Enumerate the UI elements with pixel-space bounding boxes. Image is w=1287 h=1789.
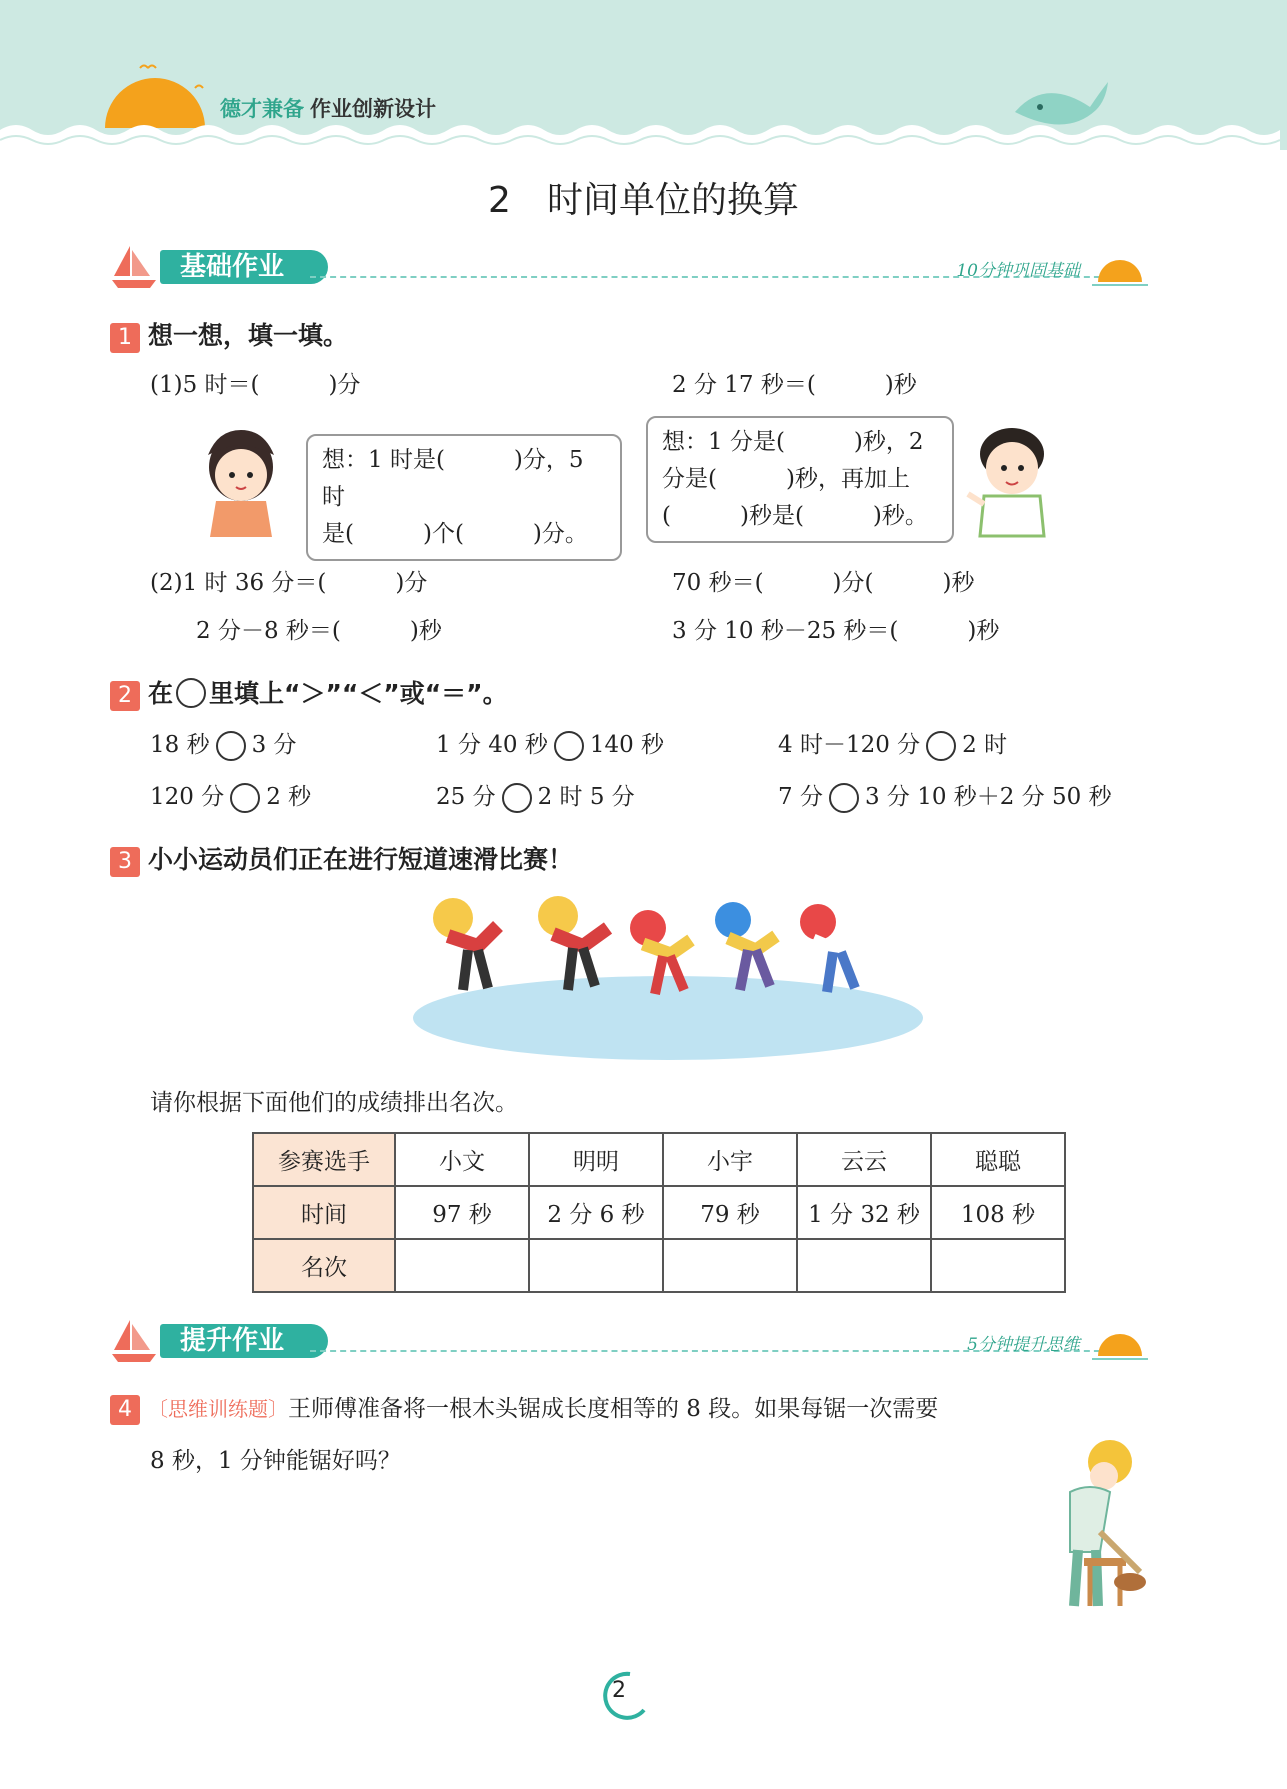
question-number: 2 <box>110 681 140 711</box>
table-row <box>253 1133 1065 1186</box>
sun-icon <box>1090 1326 1150 1362</box>
table-row-header: 名次 <box>253 1239 395 1292</box>
table-cell: 2 分 6 秒 <box>529 1186 663 1239</box>
compare-item: 120 分 2 秒 <box>150 778 311 813</box>
question-tag: 〔思维训练题〕 <box>148 1397 288 1421</box>
rank-input-cell[interactable] <box>797 1239 931 1292</box>
table-cell: 79 秒 <box>663 1186 797 1239</box>
bubble-line: 想：1 时是( )分，5 时 <box>322 447 584 510</box>
table-row <box>253 1186 1065 1239</box>
question-title: 想一想，填一填。 <box>148 321 349 350</box>
table-row-header: 参赛选手 <box>253 1133 395 1186</box>
skaters-illustration <box>408 888 928 1068</box>
table-cell: 聪聪 <box>931 1133 1065 1186</box>
compare-item: 7 分 3 分 10 秒＋2 分 50 秒 <box>778 778 1112 813</box>
question-title-post: 里填上“＞”“＜”或“＝”。 <box>209 679 508 708</box>
table-cell: 97 秒 <box>395 1186 529 1239</box>
question-4 <box>110 1390 1160 1425</box>
q1-item-1b: 2 分 17 秒＝( )秒 <box>672 372 917 398</box>
sailboat-icon <box>110 1316 160 1364</box>
table-cell: 108 秒 <box>931 1186 1065 1239</box>
brand-green: 德才兼备 <box>220 97 304 121</box>
bubble-line: 是( )个( )分。 <box>322 521 588 547</box>
speech-bubble-right <box>646 416 954 543</box>
rank-input-cell[interactable] <box>395 1239 529 1292</box>
compare-circle[interactable] <box>216 731 246 761</box>
table-cell: 明明 <box>529 1133 663 1186</box>
compare-circle[interactable] <box>502 783 532 813</box>
q1-item-2b: 70 秒＝( )分( )秒 <box>672 570 975 596</box>
compare-circle[interactable] <box>230 783 260 813</box>
bubble-line: 分是( )秒，再加上 <box>662 466 910 492</box>
sun-icon <box>1090 252 1150 288</box>
table-cell: 云云 <box>797 1133 931 1186</box>
question-1-title <box>110 316 348 353</box>
boy-illustration <box>964 420 1056 538</box>
compare-item: 18 秒 3 分 <box>150 726 297 761</box>
rank-input-cell[interactable] <box>529 1239 663 1292</box>
compare-item: 25 分 2 时 5 分 <box>436 778 635 813</box>
question-text-2: 8 秒，1 分钟能锯好吗？ <box>150 1448 401 1474</box>
section-tag: 5分钟提升思维 <box>967 1335 1080 1355</box>
rank-input-cell[interactable] <box>663 1239 797 1292</box>
question-title: 小小运动员们正在进行短道速滑比赛！ <box>148 845 574 874</box>
results-table <box>252 1132 1066 1293</box>
section-label: 提升作业 <box>160 1324 328 1358</box>
bubble-line: 想：1 分是( )秒，2 <box>662 429 924 455</box>
bubble-line: ( )秒是( )秒。 <box>662 503 928 529</box>
circle-blank-icon <box>176 678 206 708</box>
question-2-title <box>110 674 508 711</box>
compare-circle[interactable] <box>554 731 584 761</box>
q1-item-2d: 3 分 10 秒－25 秒＝( )秒 <box>672 618 1000 644</box>
table-row <box>253 1239 1065 1292</box>
question-text: 王师傅准备将一根木头锯成长度相等的 8 段。如果每锯一次需要 <box>288 1396 939 1422</box>
q1-item-2c: 2 分－8 秒＝( )秒 <box>196 618 442 644</box>
table-cell: 小宇 <box>663 1133 797 1186</box>
section-banner-basic <box>110 242 1150 294</box>
compare-circle[interactable] <box>829 783 859 813</box>
girl-illustration <box>198 425 284 540</box>
speech-bubble-left <box>306 434 622 561</box>
q3-instruction: 请你根据下面他们的成绩排出名次。 <box>150 1090 518 1116</box>
q1-item-1a: (1)5 时＝( )分 <box>150 372 361 398</box>
table-cell: 小文 <box>395 1133 529 1186</box>
compare-item: 4 时－120 分 2 时 <box>778 726 1007 761</box>
question-number: 3 <box>110 847 140 877</box>
section-label: 基础作业 <box>160 250 328 284</box>
sailboat-icon <box>110 242 160 290</box>
compare-item: 1 分 40 秒 140 秒 <box>436 726 664 761</box>
table-row-header: 时间 <box>253 1186 395 1239</box>
carpenter-illustration <box>1030 1432 1150 1612</box>
question-number: 1 <box>110 323 140 353</box>
section-banner-advanced <box>110 1316 1150 1368</box>
page-title: 2 时间单位的换算 <box>488 180 799 221</box>
question-number: 4 <box>110 1395 140 1425</box>
question-title-pre: 在 <box>148 679 174 708</box>
brand-dark: 作业创新设计 <box>310 97 436 121</box>
page-header <box>0 0 1287 150</box>
section-tag: 10分钟巩固基础 <box>956 261 1080 281</box>
q1-item-2a: (2)1 时 36 分＝( )分 <box>150 570 428 596</box>
question-3-title <box>110 840 573 877</box>
header-waves <box>0 118 1287 150</box>
page-number: 2 <box>612 1678 626 1703</box>
compare-circle[interactable] <box>926 731 956 761</box>
rank-input-cell[interactable] <box>931 1239 1065 1292</box>
table-cell: 1 分 32 秒 <box>797 1186 931 1239</box>
